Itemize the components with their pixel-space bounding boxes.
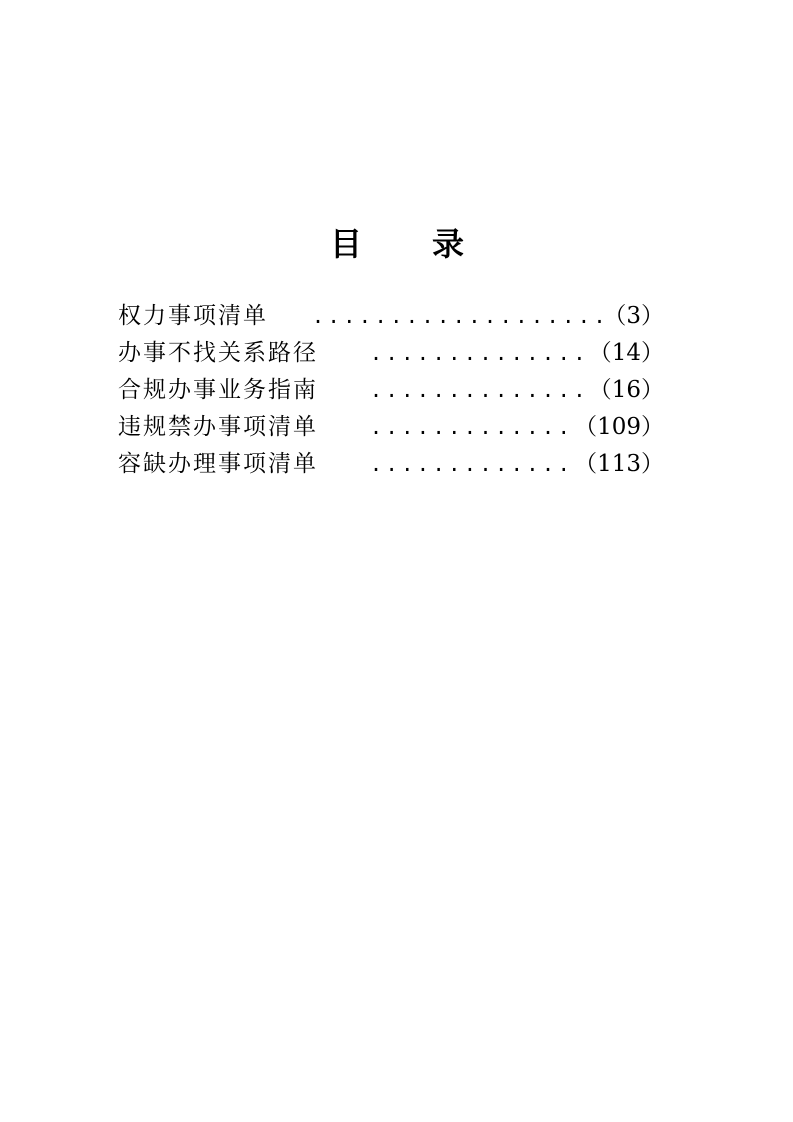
toc-entry-label: 权力事项清单: [118, 303, 268, 329]
title-char-1: 目: [330, 225, 363, 263]
toc-entry-label: 容缺办理事项清单: [118, 451, 318, 477]
toc-entry-leader: .............: [370, 452, 574, 476]
toc-entry-leader: ..............: [370, 378, 589, 402]
page-title: [0, 222, 793, 266]
toc-entry-page: （16）: [588, 377, 664, 403]
toc-entry[interactable]: [118, 335, 664, 372]
toc-entry-page: （109）: [574, 414, 664, 440]
toc-entry-page: （14）: [588, 340, 664, 366]
toc-entry-leader: .............: [370, 415, 574, 439]
toc-entry[interactable]: [118, 298, 664, 335]
toc-entry-page: （113）: [574, 451, 664, 477]
toc-entry[interactable]: [118, 446, 664, 483]
title-char-2: 录: [432, 225, 465, 263]
toc-entry-label: 违规禁办事项清单: [118, 414, 318, 440]
toc-entry-leader: ...................: [312, 304, 610, 328]
toc-entry-page: （3）: [603, 303, 664, 329]
toc-entry[interactable]: [118, 409, 664, 446]
toc-entry[interactable]: [118, 372, 664, 409]
toc-entry-label: 合规办事业务指南: [118, 377, 318, 403]
toc-entry-leader: ..............: [370, 341, 589, 365]
table-of-contents: [118, 298, 664, 483]
toc-entry-label: 办事不找关系路径: [118, 340, 318, 366]
